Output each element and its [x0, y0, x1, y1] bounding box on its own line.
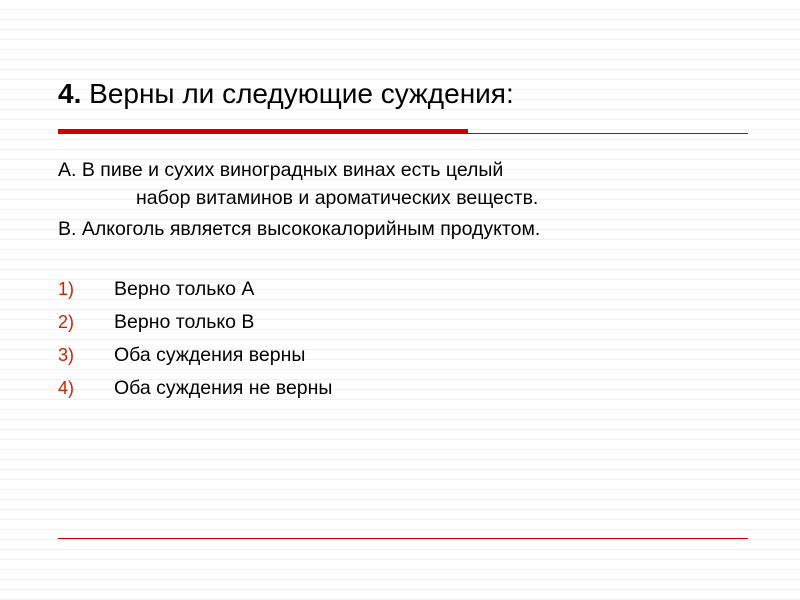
option-marker: 1) [58, 279, 75, 299]
slide-title-block [58, 78, 758, 110]
option-marker: 4) [58, 378, 75, 398]
options-list [58, 278, 758, 410]
title-underline-thick [58, 129, 468, 134]
statement-b [58, 215, 758, 243]
list-item[interactable] [58, 311, 758, 344]
statements-block [58, 156, 758, 245]
title-text: Верны ли следующие суждения: [81, 78, 514, 109]
statement-a-line1: А. В пиве и сухих виноградных винах есть целый [58, 159, 504, 181]
page-title [58, 78, 758, 110]
list-item[interactable] [58, 344, 758, 377]
footer-divider [58, 538, 748, 539]
option-label: Оба суждения не верны [114, 377, 333, 399]
option-label: Верно только А [114, 278, 255, 300]
list-item[interactable] [58, 278, 758, 311]
title-number: 4. [58, 78, 82, 109]
list-item[interactable] [58, 377, 758, 410]
statement-a [58, 156, 758, 213]
statement-b-line1: В. Алкоголь является высококалорийным продуктом. [58, 217, 541, 240]
option-marker: 3) [58, 345, 75, 365]
statement-a-line2: набор витаминов и ароматических веществ. [136, 187, 539, 210]
option-label: Верно только В [114, 311, 255, 333]
option-label: Оба суждения верны [114, 344, 306, 366]
option-marker: 2) [58, 312, 75, 332]
